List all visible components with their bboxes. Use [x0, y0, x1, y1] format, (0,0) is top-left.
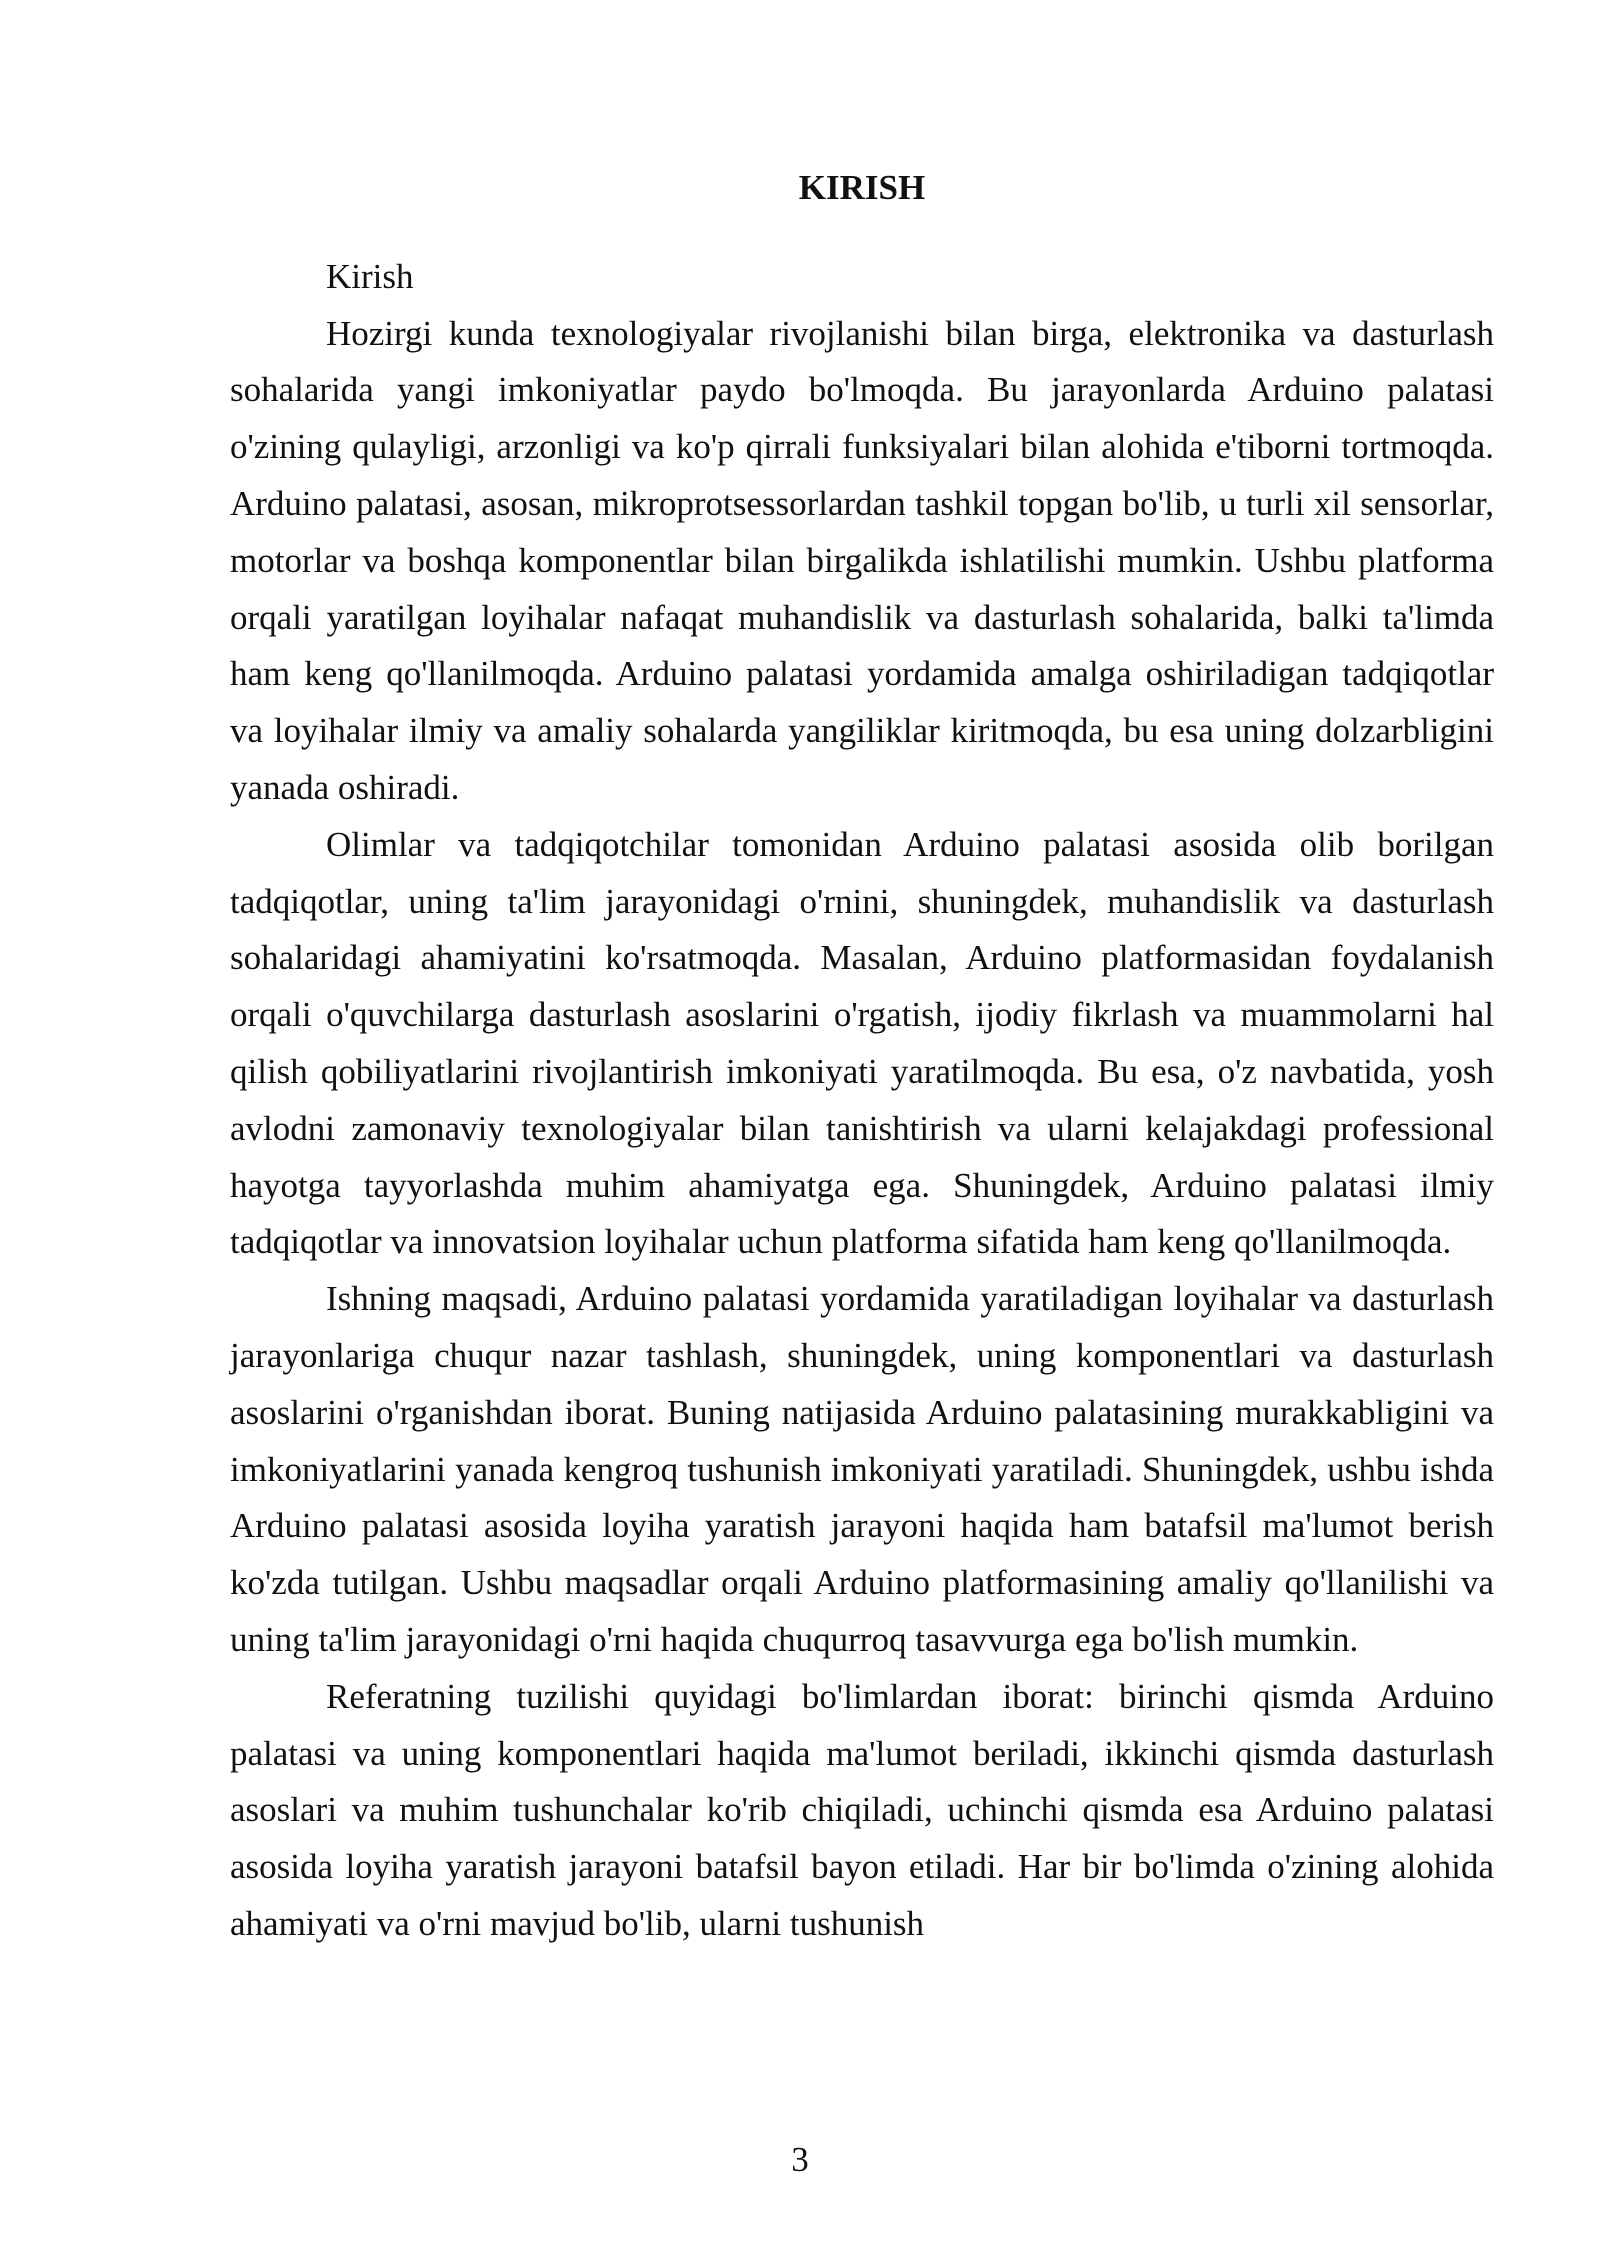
paragraph-structure: Referatning tuzilishi quyidagi bo'limlardan iborat: birinchi qismda Arduino palatasi va uning komponentlari haqida ma'lumot beriladi, ikkinchi qismda dasturlash asoslari va muhim tushunchalar ko'rib chiqiladi, uchinchi qismda esa Arduino palatasi asosida loyiha yaratish jarayoni batafsil bayon etiladi. Har bir bo'limda o'zining alohida ahamiyati va o'rni mavjud bo'lib, ularni tushunish	[230, 1676, 1494, 1943]
page-number: 3	[791, 2140, 809, 2179]
paragraph-research: Olimlar va tadqiqotchilar tomonidan Arduino palatasi asosida olib borilgan tadqiqotlar, uning ta'lim jarayonidagi o'rnini, shuningdek, muhandislik va dasturlash sohalaridagi ahamiyatini ko'rsatmoqda. Masalan, Arduino platformasidan foydalanish orqali o'quvchilarga dasturlash asoslarini o'rgatish, ijodiy fikrlash va muammolarni hal qilish qobiliyatlarini rivojlantirish imkoniyati yaratilmoqda. Bu esa, o'z navbatida, yosh avlodni zamonaviy texnologiyalar bilan tanishtirish va ularni kelajakdagi professional hayotga tayyorlashda muhim ahamiyatga ega. Shuningdek, Arduino palatasi ilmiy tadqiqotlar va innovatsion loyihalar uchun platforma sifatida ham keng qo'llanilmoqda.	[230, 824, 1494, 1262]
paragraph-goal: Ishning maqsadi, Arduino palatasi yordamida yaratiladigan loyihalar va dasturlash jarayonlariga chuqur nazar tashlash, shuningdek, uning komponentlari va dasturlash asoslarini o'rganishdan iborat. Buning natijasida Arduino palatasining murakkabligini va imkoniyatlarini yanada kengroq tushunish imkoniyati yaratiladi. Shuningdek, ushbu ishda Arduino palatasi asosida loyiha yaratish jarayoni haqida ham batafsil ma'lumot berish ko'zda tutilgan. Ushbu maqsadlar orqali Arduino platformasining amaliy qo'llanilishi va uning ta'lim jarayonidagi o'rni haqida chuqurroq tasavvurga ega bo'lish mumkin.	[230, 1279, 1494, 1659]
page-content	[230, 160, 1494, 1953]
paragraph-heading: Kirish	[326, 256, 414, 296]
paragraph-intro: Hozirgi kunda texnologiyalar rivojlanishi bilan birga, elektronika va dasturlash sohalarida yangi imkoniyatlar paydo bo'lmoqda. Bu jarayonlarda Arduino palatasi o'zining qulayligi, arzonligi va ko'p qirrali funksiyalari bilan alohida e'tiborni tortmoqda. Arduino palatasi, asosan, mikroprotsessorlardan tashkil topgan bo'lib, u turli xil sensorlar, motorlar va boshqa komponentlar bilan birgalikda ishlatilishi mumkin. Ushbu platforma orqali yaratilgan loyihalar nafaqat muhandislik va dasturlash sohalarida, balki ta'limda ham keng qo'llanilmoqda. Arduino palatasi yordamida amalga oshiriladigan tadqiqotlar va loyihalar ilmiy va amaliy sohalarda yangiliklar kiritmoqda, bu esa uning dolzarbligini yanada oshiradi.	[230, 313, 1494, 807]
section-title: KIRISH	[798, 168, 926, 207]
